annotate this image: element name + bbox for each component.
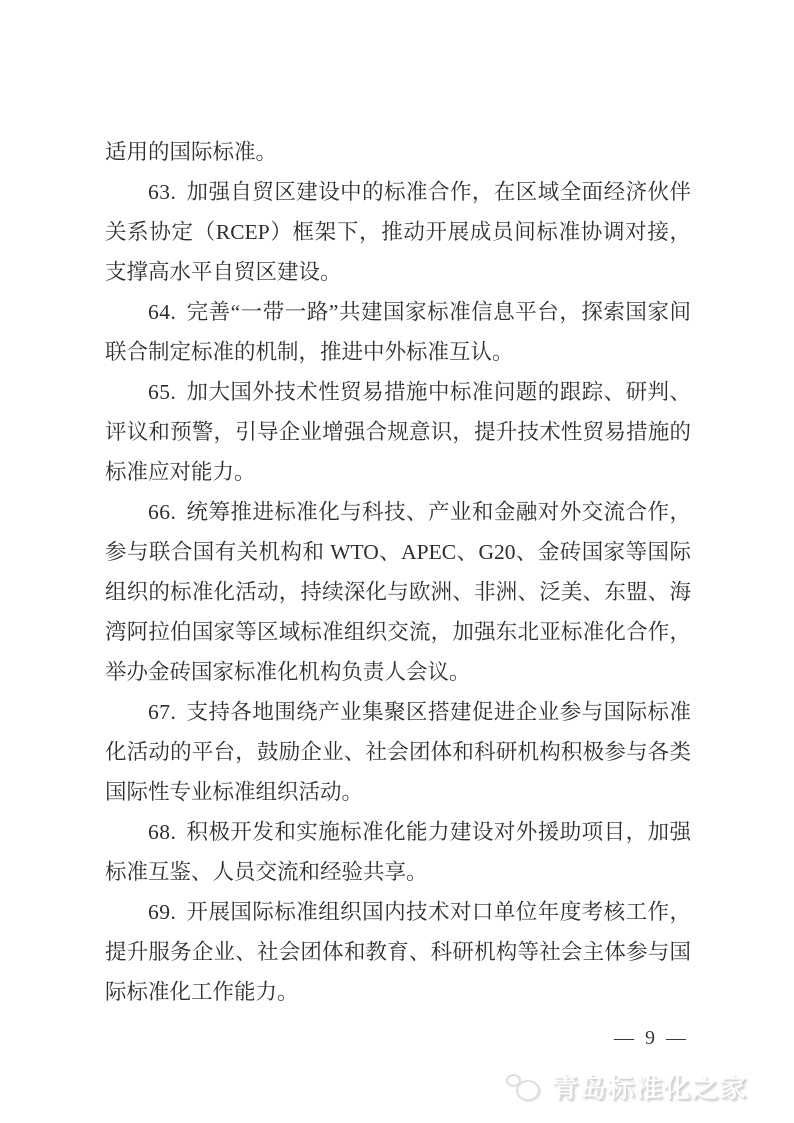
paragraph-66 <box>105 492 691 692</box>
paragraph-text: 加强自贸区建设中的标准合作，在区域全面经济伙伴关系协定（RCEP）框架下，推动开展成员间标准协调对接，支撑高水平自贸区建设。 <box>105 180 691 284</box>
paragraph-69 <box>105 892 691 1012</box>
paragraph-number: 64. <box>148 300 177 324</box>
paragraph-text: 完善“一带一路”共建国家标准信息平台，探索国家间联合制定标准的机制，推进中外标准互认。 <box>105 300 691 364</box>
paragraph-number: 65. <box>148 380 177 404</box>
watermark <box>504 1068 748 1105</box>
page-number: — 9 — <box>614 1027 689 1049</box>
paragraph-text: 加大国外技术性贸易措施中标准问题的跟踪、研判、评议和预警，引导企业增强合规意识，提升技术性贸易措施的标准应对能力。 <box>105 380 691 484</box>
speech-bubbles-icon <box>504 1071 544 1103</box>
paragraph-number: 63. <box>148 180 177 204</box>
large-bubble-shape <box>516 1080 540 1101</box>
paragraph-63 <box>105 172 691 292</box>
paragraph-68 <box>105 812 691 892</box>
paragraph-text: 开展国际标准组织国内技术对口单位年度考核工作，提升服务企业、社会团体和教育、科研机构等社会主体参与国际标准化工作能力。 <box>105 900 691 1004</box>
document-body <box>105 132 691 1058</box>
paragraph-text: 积极开发和实施标准化能力建设对外援助项目，加强标准互鉴、人员交流和经验共享。 <box>105 820 691 884</box>
paragraph-number: 67. <box>148 700 177 724</box>
paragraph-64 <box>105 292 691 372</box>
paragraph-65 <box>105 372 691 492</box>
watermark-label: 青岛标准化之家 <box>551 1073 748 1103</box>
paragraph-text: 统筹推进标准化与科技、产业和金融对外交流合作，参与联合国有关机构和 WTO、APEC、G20、金砖国家等国际组织的标准化活动，持续深化与欧洲、非洲、泛美、东盟、海湾阿拉伯国家等区域标准组织交流，加强东北亚标准化合作，举办金砖国家标准化机构负责人会议。 <box>105 500 691 684</box>
paragraph-continuation: 适用的国际标准。 <box>105 140 278 164</box>
paragraph-text: 支持各地围绕产业集聚区搭建促进企业参与国际标准化活动的平台，鼓励企业、社会团体和科研机构积极参与各类国际性专业标准组织活动。 <box>105 700 691 804</box>
paragraph-67 <box>105 692 691 812</box>
paragraph-number: 66. <box>148 500 177 524</box>
paragraph-number: 69. <box>148 900 177 924</box>
paragraph-number: 68. <box>148 820 177 844</box>
